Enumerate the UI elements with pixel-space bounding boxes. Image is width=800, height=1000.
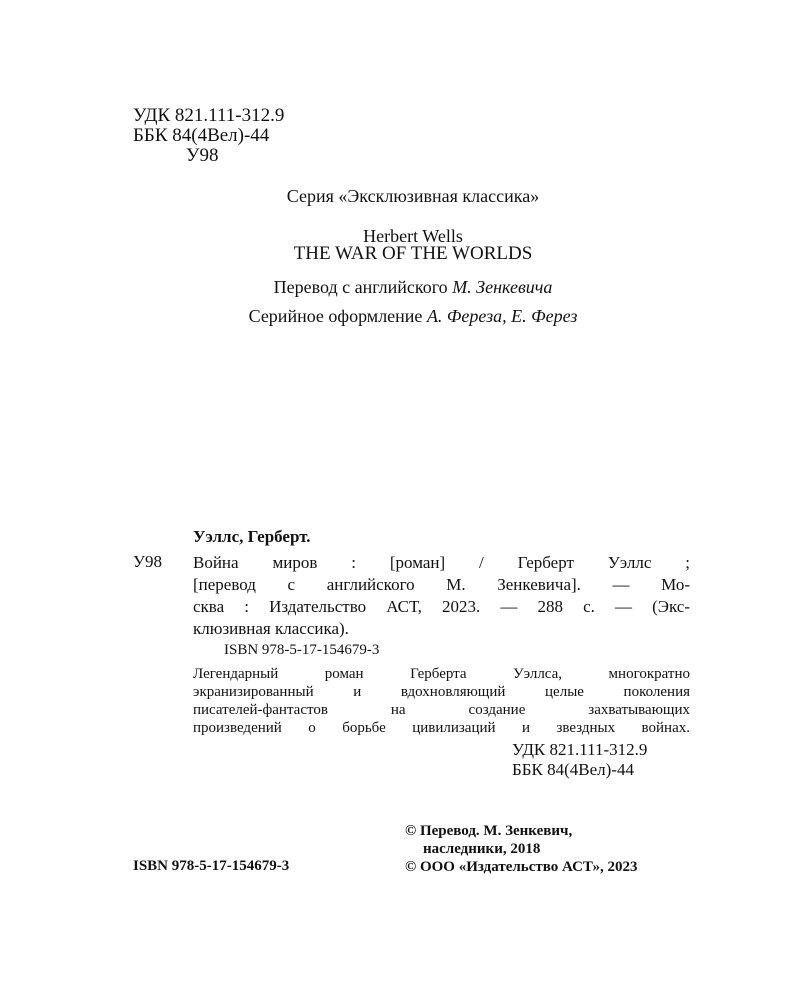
original-title: THE WAR OF THE WORLDS — [293, 243, 533, 264]
series-name: Серия «Эксклюзивная классика» — [286, 186, 540, 206]
translation-credit — [133, 277, 693, 298]
classification-codes — [133, 106, 284, 166]
annotation-line: экранизированный и вдохновляющий целые поколения — [193, 684, 690, 700]
bbk-code: ББК 84(4Вел)-44 — [133, 125, 270, 146]
original-author: Herbert Wells — [363, 226, 463, 246]
annotation-line: Легендарный роман Герберта Уэллса, многократно — [193, 666, 690, 682]
annotation-line: писателей-фантастов на создание захватывающих — [193, 702, 690, 718]
copyright-translation-heirs: наследники, 2018 — [423, 841, 541, 857]
annotation-line: произведений о борьбе цивилизаций и звездных войнах. — [193, 720, 690, 736]
bibliographic-description — [193, 552, 690, 640]
bibliographic-line: клюзивная классика). — [193, 619, 349, 638]
bibliographic-isbn: ISBN 978-5-17-154679-3 — [224, 642, 380, 658]
bbk-code-right: ББК 84(4Вел)-44 — [512, 760, 634, 779]
bibliographic-line: Война миров : [роман] / Герберт Уэллс ; — [193, 553, 690, 572]
designer-names: А. Фереза, Е. Ферез — [426, 306, 578, 326]
translation-label: Перевод с английского — [273, 277, 448, 297]
bibliographic-line: [перевод с английского М. Зенкевича]. — Мо- — [193, 575, 690, 594]
design-label: Серийное оформление — [248, 306, 423, 326]
udk-code: УДК 821.111-312.9 — [133, 105, 285, 126]
copyright-block — [405, 822, 638, 876]
classification-codes-right — [512, 740, 647, 780]
annotation — [193, 665, 690, 737]
isbn-bottom: ISBN 978-5-17-154679-3 — [133, 858, 290, 874]
translator-name: М. Зенкевича — [452, 277, 553, 297]
udk-code-right: УДК 821.111-312.9 — [512, 740, 648, 759]
bibliographic-line: сква : Издательство АСТ, 2023. — 288 с. — (Экс- — [193, 597, 690, 616]
design-credit — [133, 306, 693, 327]
bibliographic-code: У98 — [133, 552, 163, 571]
author-mark: У98 — [186, 145, 219, 166]
copyright-publisher: © ООО «Издательство АСТ», 2023 — [405, 859, 638, 875]
bibliographic-author-heading: Уэллс, Герберт. — [193, 527, 311, 546]
copyright-translation: © Перевод. М. Зенкевич, — [405, 823, 573, 839]
